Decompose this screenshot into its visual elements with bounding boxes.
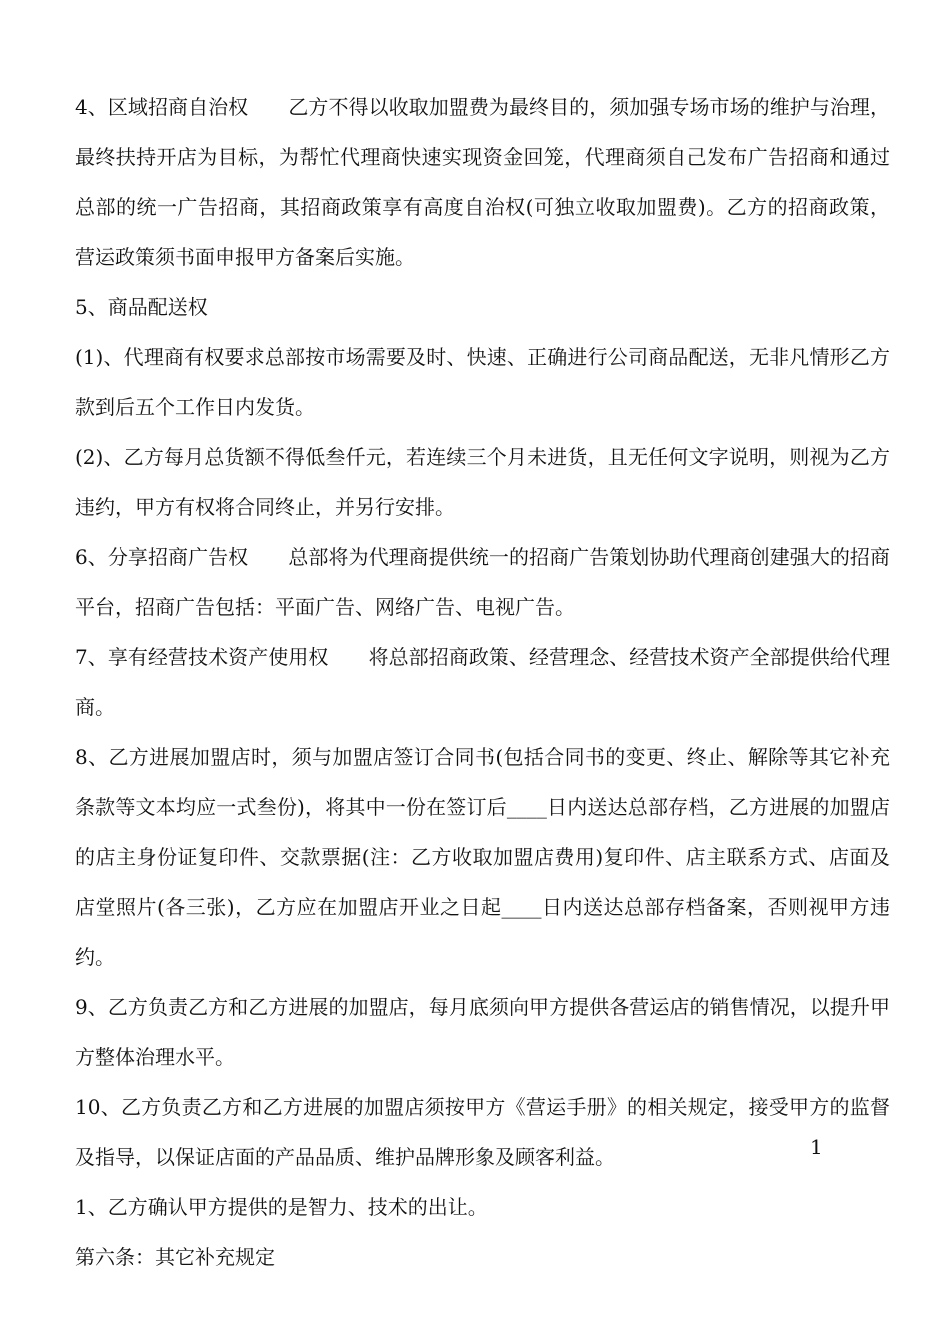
clause-6-advertising: 6、分享招商广告权 总部将为代理商提供统一的招商广告策划协助代理商创建强大的招商平台，招商广告包括：平面广告、网络广告、电视广告。 <box>75 545 890 619</box>
article-6-heading: 第六条：其它补充规定 <box>75 1245 275 1269</box>
clause-5-heading: 5、商品配送权 <box>75 295 208 319</box>
clause-4-regional-autonomy: 4、区域招商自治权 乙方不得以收取加盟费为最终目的，须加强专场市场的维护与治理，最终扶持开店为目标，为帮忙代理商快速实现资金回笼，代理商须自己发布广告招商和通过总部的统一广告招商，其招商政策享有高度自治权(可独立收取加盟费)。乙方的招商政策，营运政策须书面申报甲方备案后实施。 <box>75 95 890 269</box>
clause-9-sales-reporting: 9、乙方负责乙方和乙方进展的加盟店，每月底须向甲方提供各营运店的销售情况，以提升甲方整体治理水平。 <box>75 995 890 1069</box>
page-number: 1 <box>810 1135 823 1159</box>
confirmation-clause: 1、乙方确认甲方提供的是智力、技术的出让。 <box>75 1195 488 1219</box>
clause-5-item-1: (1)、代理商有权要求总部按市场需要及时、快速、正确进行公司商品配送，无非凡情形乙方款到后五个工作日内发货。 <box>75 345 890 419</box>
clause-10-operations-manual: 10、乙方负责乙方和乙方进展的加盟店须按甲方《营运手册》的相关规定，接受甲方的监督及指导，以保证店面的产品品质、维护品牌形象及顾客利益。 <box>75 1095 890 1169</box>
clause-5-item-2: (2)、乙方每月总货额不得低叁仟元，若连续三个月未进货，且无任何文字说明，则视为乙方违约，甲方有权将合同终止，并另行安排。 <box>75 445 890 519</box>
document-body <box>75 82 890 1282</box>
clause-7-technical-assets: 7、享有经营技术资产使用权 将总部招商政策、经营理念、经营技术资产全部提供给代理商。 <box>75 645 890 719</box>
clause-8-franchise-contracts: 8、乙方进展加盟店时，须与加盟店签订合同书(包括合同书的变更、终止、解除等其它补充条款等文本均应一式叁份)，将其中一份在签订后____日内送达总部存档，乙方进展的加盟店的店主身份证复印件、交款票据(注：乙方收取加盟店费用)复印件、店主联系方式、店面及店堂照片(各三张)，乙方应在加盟店开业之日起____日内送达总部存档备案，否则视甲方违约。 <box>75 745 890 969</box>
